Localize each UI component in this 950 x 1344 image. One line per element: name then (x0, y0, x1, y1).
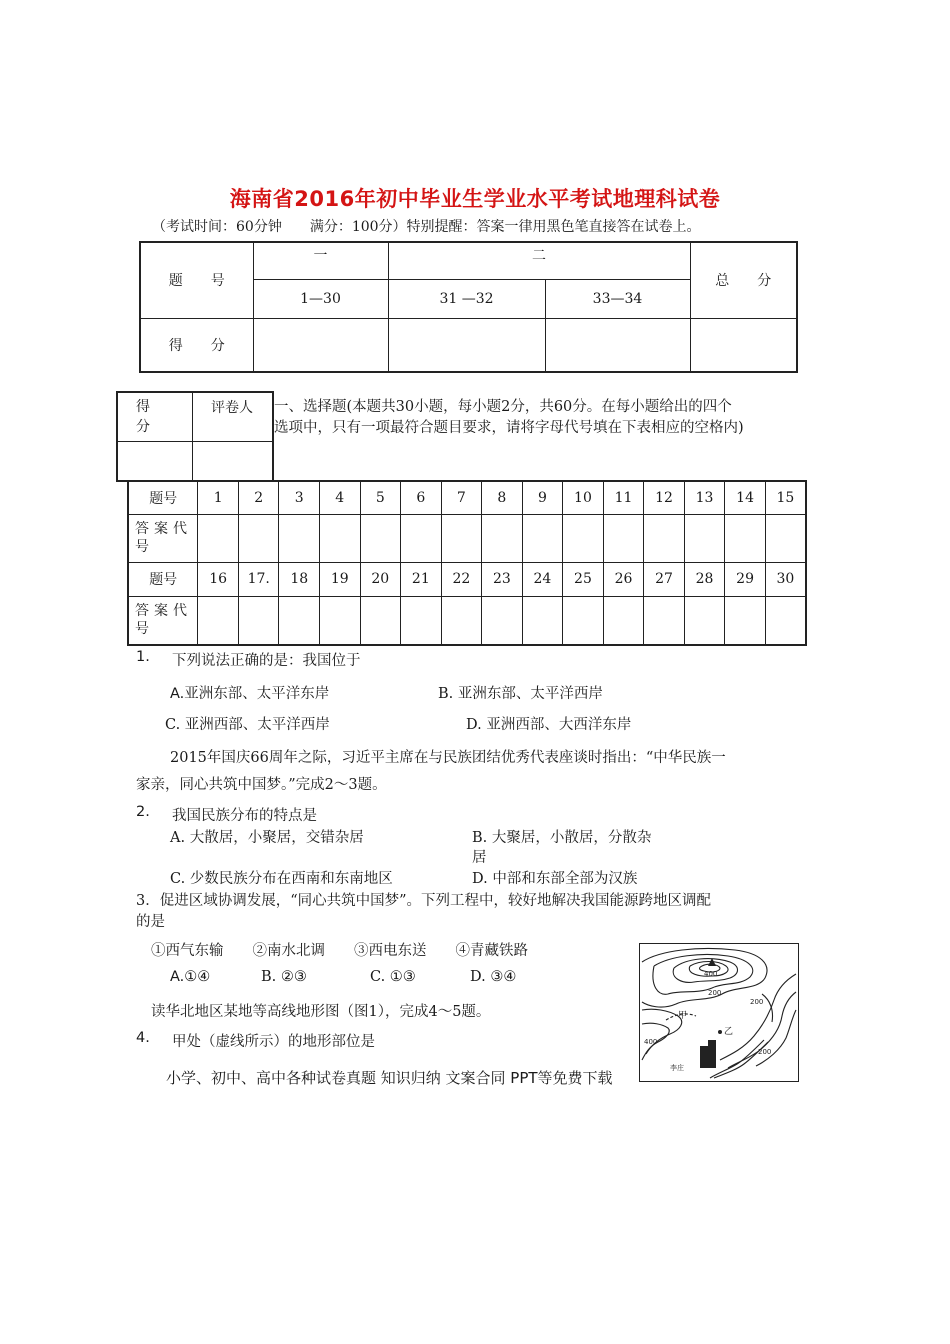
footer-promo: 小学、初中、高中各种试卷真题 知识归纳 文案合同 PPT等免费下载 (166, 1069, 613, 1087)
question-number-cell: 17. (238, 562, 279, 596)
map-label: 400 (704, 970, 718, 978)
grader-score-cell[interactable] (117, 442, 193, 481)
grader-reviewer-label: 评卷人 (211, 400, 254, 416)
answer-cell[interactable] (725, 514, 766, 562)
q3-option-a[interactable]: ①④ (184, 969, 211, 985)
part-two-header: 二 (388, 242, 690, 279)
answer-cell[interactable] (320, 596, 361, 645)
question-number-cell: 16 (198, 562, 239, 596)
answer-cell[interactable] (765, 596, 806, 645)
question-number-cell: 24 (522, 562, 563, 596)
map-label: 200 (758, 1048, 772, 1056)
question-number-cell: 13 (684, 481, 725, 514)
answer-cell[interactable] (563, 596, 604, 645)
section-one-line2: 选项中，只有一项最符合题目要求，请将字母代号填在下表相应的空格内) (274, 420, 744, 436)
q2-option-a[interactable]: A. 大散居，小聚居，交错杂居 (170, 830, 364, 846)
question-number-cell: 7 (441, 481, 482, 514)
map-label-jia: 甲 (678, 1011, 688, 1021)
question-number-cell: 18 (279, 562, 320, 596)
score-cell[interactable] (690, 318, 797, 372)
q3-stem-line2: 的是 (136, 914, 165, 930)
answer-table (127, 480, 807, 646)
answer-cell[interactable] (603, 596, 644, 645)
score-row-label: 得 分 (140, 318, 253, 372)
grader-box (116, 391, 274, 482)
q4-stem: 甲处（虚线所示）的地形部位是 (172, 1034, 375, 1050)
map-label: 200 (708, 989, 722, 997)
q1-option-c[interactable]: C. 亚洲西部、太平洋西岸 (165, 717, 330, 733)
answer-code-label: 答案代号 (128, 514, 198, 562)
range-1-30: 1—30 (253, 279, 388, 318)
question-number-cell: 23 (482, 562, 523, 596)
question-number-cell: 10 (563, 481, 604, 514)
answer-cell[interactable] (684, 514, 725, 562)
answer-cell[interactable] (279, 514, 320, 562)
q2-option-b-wrap: 居 (472, 850, 487, 866)
answer-cell[interactable] (401, 596, 442, 645)
answer-code-label: 答案代号 (128, 596, 198, 645)
question-number-cell: 14 (725, 481, 766, 514)
score-cell[interactable] (388, 318, 545, 372)
question-number-cell: 11 (603, 481, 644, 514)
q3-projects: ①西气东输 ②南水北调 ③西电东送 ④青藏铁路 (151, 943, 528, 959)
answer-cell[interactable] (684, 596, 725, 645)
map-label: 200 (750, 998, 764, 1006)
answer-cell[interactable] (644, 514, 685, 562)
answer-row-label: 题号 (128, 562, 198, 596)
answer-cell[interactable] (320, 514, 361, 562)
q3-stem-line1: 3．促进区域协调发展，“同心共筑中国梦”。下列工程中，较好地解决我国能源跨地区调配 (136, 893, 712, 909)
page-title: 海南省2016年初中毕业生学业水平考试地理科试卷 (229, 187, 721, 211)
question-number-cell: 5 (360, 481, 401, 514)
answer-cell[interactable] (238, 596, 279, 645)
question-number-cell: 12 (644, 481, 685, 514)
question-number-cell: 8 (482, 481, 523, 514)
question-number-cell: 6 (401, 481, 442, 514)
range-31-32: 31 —32 (388, 279, 545, 318)
part-one-header: 一 (253, 242, 388, 279)
q3-option-a-letter: A. (170, 969, 185, 985)
question-number-cell: 22 (441, 562, 482, 596)
range-33-34: 33—34 (545, 279, 690, 318)
q1-option-a[interactable]: 亚洲东部、太平洋东岸 (184, 686, 330, 702)
answer-cell[interactable] (522, 514, 563, 562)
context-1-line1: 2015年国庆66周年之际，习近平主席在与民族团结优秀代表座谈时指出：“中华民族一 (170, 750, 726, 766)
map-label-yi: 乙 (724, 1027, 734, 1037)
question-number-cell: 1 (198, 481, 239, 514)
q2-stem: 我国民族分布的特点是 (172, 808, 317, 824)
question-number-cell: 20 (360, 562, 401, 596)
map-label-lizhuang: 李庄 (670, 1064, 684, 1072)
answer-cell[interactable] (482, 596, 523, 645)
score-cell[interactable] (253, 318, 388, 372)
question-number-cell: 30 (765, 562, 806, 596)
question-number-header: 题 号 (140, 242, 253, 318)
question-number-cell: 9 (522, 481, 563, 514)
q1-option-a-letter: A. (170, 686, 185, 702)
question-number-cell: 27 (644, 562, 685, 596)
score-summary-table (139, 241, 798, 373)
q3-option-c[interactable]: C. ①③ (370, 969, 416, 985)
context-1-line2: 家亲，同心共筑中国梦。”完成2～3题。 (136, 777, 387, 793)
question-number-cell: 15 (765, 481, 806, 514)
answer-cell[interactable] (360, 514, 401, 562)
contour-map-svg (640, 944, 798, 1081)
question-number-cell: 3 (279, 481, 320, 514)
answer-cell[interactable] (198, 596, 239, 645)
grader-reviewer-cell[interactable] (193, 442, 273, 481)
section-one-line1: 一、选择题(本题共30小题，每小题2分，共60分。在每小题给出的四个 (274, 399, 732, 415)
q3-option-d[interactable]: D. ③④ (470, 969, 517, 985)
answer-row-label: 题号 (128, 481, 198, 514)
question-number-cell: 19 (320, 562, 361, 596)
q1-option-b[interactable]: B. 亚洲东部、太平洋西岸 (438, 686, 603, 702)
answer-cell[interactable] (644, 596, 685, 645)
q1-stem: 下列说法正确的是：我国位于 (172, 653, 361, 669)
q2-option-d[interactable]: D. 中部和东部全部为汉族 (472, 871, 638, 887)
answer-cell[interactable] (238, 514, 279, 562)
answer-cell[interactable] (279, 596, 320, 645)
answer-cell[interactable] (360, 596, 401, 645)
exam-instructions: （考试时间：60分钟 满分：100分）特别提醒：答案一律用黑色笔直接答在试卷上。 (152, 219, 701, 235)
question-number-cell: 25 (563, 562, 604, 596)
question-number-cell: 21 (401, 562, 442, 596)
q1-number: 1. (136, 649, 150, 665)
answer-cell[interactable] (441, 596, 482, 645)
answer-cell[interactable] (603, 514, 644, 562)
question-number-cell: 28 (684, 562, 725, 596)
answer-cell[interactable] (441, 514, 482, 562)
map-label: 400 (644, 1038, 658, 1046)
q2-number: 2. (136, 804, 150, 820)
question-number-cell: 29 (725, 562, 766, 596)
answer-cell[interactable] (563, 514, 604, 562)
context-2: 读华北地区某地等高线地形图（图1），完成4～5题。 (151, 1004, 491, 1020)
answer-cell[interactable] (522, 596, 563, 645)
q2-option-b[interactable]: B. 大聚居，小散居，分散杂 (472, 830, 652, 846)
score-cell[interactable] (545, 318, 690, 372)
contour-map-figure (639, 943, 799, 1082)
question-number-cell: 2 (238, 481, 279, 514)
question-number-cell: 4 (320, 481, 361, 514)
answer-cell[interactable] (765, 514, 806, 562)
question-number-cell: 26 (603, 562, 644, 596)
grader-score-label: 得分 (136, 399, 150, 435)
answer-cell[interactable] (482, 514, 523, 562)
answer-cell[interactable] (198, 514, 239, 562)
q1-option-d[interactable]: D. 亚洲西部、大西洋东岸 (466, 717, 632, 733)
answer-cell[interactable] (401, 514, 442, 562)
q3-option-b[interactable]: B. ②③ (261, 969, 307, 985)
q2-option-c[interactable]: C. 少数民族分布在西南和东南地区 (170, 871, 393, 887)
answer-cell[interactable] (725, 596, 766, 645)
total-score-header: 总 分 (690, 242, 797, 318)
q4-number: 4. (136, 1030, 150, 1046)
